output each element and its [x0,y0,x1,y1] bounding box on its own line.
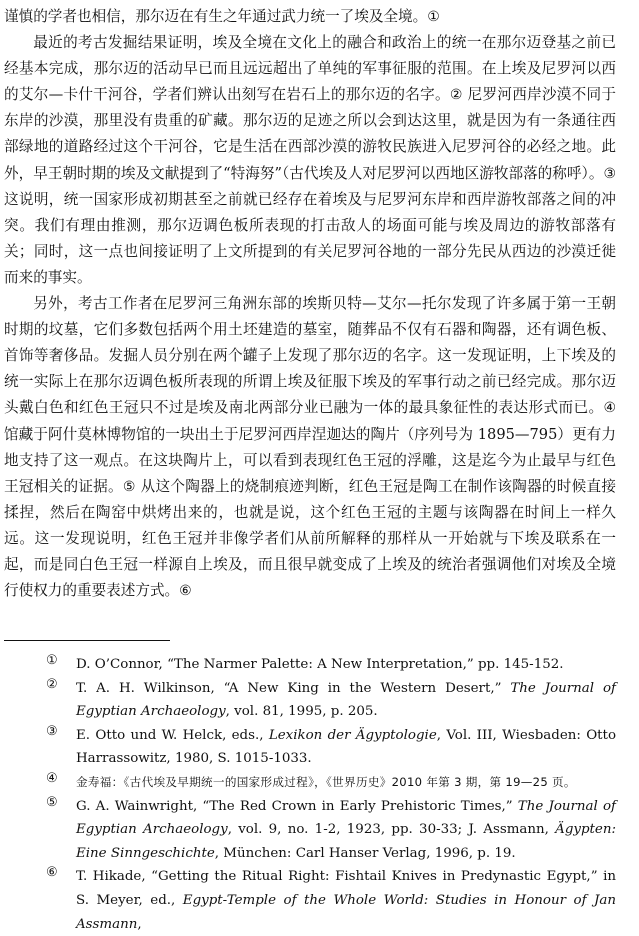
footnote-text-segment: , vol. 81, 1995, p. 205. [225,704,378,720]
footnote-separator [4,640,170,641]
footnote-text-segment: E. Otto und W. Helck, eds., [76,727,269,743]
footnote-title-italic: Egypt-Temple of the Whole World: Studies in Honour of Jan Assmann [76,892,617,932]
footnote-title-italic: Lexikon der Ägyptologie [268,727,437,743]
footnote-number: ③ [46,723,58,739]
body-paragraph [4,291,616,604]
footnote-text [76,724,616,771]
footnote-text-segment: D. O’Connor, “The Narmer Palette: A New Interpretation,” pp. 145-152. [76,657,564,672]
footnote-text-segment: 金寿福：《古代埃及早期统一的国家形成过程》，《世界历史》2010 年第 3 期，第 19—25 页。 [76,774,576,789]
footnote-number: ④ [46,770,58,786]
footnote-number: ② [46,676,58,692]
footnote-text-segment: , [137,916,142,932]
body-paragraph [4,30,616,291]
footnote-ref[interactable]: ④ [603,400,616,417]
footnote-number: ① [46,653,58,668]
footnote-text-segment: T. Hikade, “Getting the Ritual Right: Fishtail Knives in Predynastic Egypt,” in S. Meyer, ed., [76,869,616,908]
footnote [46,653,616,677]
footnote [46,794,616,866]
footnote-ref[interactable]: ⑥ [179,583,192,600]
footnote-text-segment: , München: Carl Hanser Verlag, 1996, p. 19. [214,845,516,861]
footnote-text-segment: G. A. Wainwright, “The Red Crown in Early Prehistoric Times,” [76,798,518,814]
footnote-text [76,677,616,724]
footnote-number: ⑤ [46,794,58,810]
footnote-ref[interactable]: ⑤ [122,478,136,495]
footnote-title-italic: Ägypten: Eine Sinngeschichte [76,822,616,861]
paragraph-text: 最近的考古发掘结果证明，埃及全境在文化上的融合和政治上的统一在那尔迈登基之前已经基本完成，那尔迈的活动早已而且远远超出了单纯的军事征服的范围。在上埃及尼罗河以西的艾尔—卡什干河谷，学者们辨认出刻写在岩石上的那尔迈的名字。 [4,34,616,104]
footnote-text-segment: T. A. H. Wilkinson, “A New King in the Western Desert,” [76,680,511,696]
footnote-text-segment: , Vol. III, Wiesbaden: Otto Harrassowitz, 1980, S. 1015-1033. [76,727,617,767]
footnote [46,865,617,936]
footnote-ref[interactable]: ① [427,9,440,25]
paragraph-text: 这说明，统一国家形成初期甚至之前就已经存在着埃及与尼罗河东岸和西岸游牧部落之间的冲突。我们有理由推测，那尔迈调色板所表现的打击敌人的场面可能与埃及周边的游牧部落有关；同时，这一点也间接证明了上文所提到的有关尼罗河谷地的一部分先民从西边的沙漠迁徙而来的事实。 [4,190,616,286]
body-paragraph [4,4,616,30]
footnote-text [76,771,616,795]
footnote-text [76,653,616,677]
footnote-ref[interactable]: ③ [603,165,616,182]
paragraph-text: 另外，考古工作者在尼罗河三角洲东部的埃斯贝特—艾尔—托尔发现了许多属于第一王朝时期的坟墓，它们多数包括两个用土坯建造的墓室，随葬品不仅有石器和陶器，还有调色板、首饰等奢侈品。发掘人员分别在两个罐子上发现了那尔迈的名字。这一发现证明，上下埃及的统一实际上在那尔迈调色板所表现的所谓上埃及征服下埃及的军事行动之前已经完成。那尔迈头戴白色和红色王冠只不过是埃及南北两部分业已融为一体的最具象征性的表达形式而已。 [4,295,616,417]
main-text [4,4,616,604]
footnote-text [76,865,616,936]
paragraph-text: 从这个陶器上的烧制痕迹判断，红色王冠是陶工在制作该陶器的时候直接揉捏，然后在陶窑中烘烤出来的，也就是说，这个红色王冠的主题与该陶器在时间上一样久远。这一发现说明，红色王冠并非像学者们从前所解释的那样从一开始就与下埃及联系在一起，而是同白色王冠一样源自上埃及，而且很早就变成了上埃及的统治者强调他们对埃及全境行使权力的重要表述方式。 [4,477,616,600]
footnote [46,723,617,771]
paragraph-text: 尼罗河西岸沙漠不同于东岸的沙漠，那里没有贵重的矿藏。那尔迈的足迹之所以会到达这里，就是因为有一条通往西部绿地的道路经过这个干河谷，它是生活在西部沙漠的游牧民族进入尼罗河谷的必经之地。此外，早王朝时期的埃及文献提到了“特海努”（古代埃及人对尼罗河以西地区游牧部落的称呼）。 [4,86,616,182]
footnote [46,770,616,795]
footnotes [4,653,616,936]
footnote-title-italic: The Journal of Egyptian Archaeology [76,680,617,720]
footnote-title-italic: The Journal of Egyptian Archaeology [76,798,616,838]
footnote [46,676,617,724]
footnote-ref[interactable]: ② [449,87,463,104]
paragraph-text: 谨慎的学者也相信，那尔迈在有生之年通过武力统一了埃及全境。 [4,8,428,25]
paragraph-text: 馆藏于阿什莫林博物馆的一块出土于尼罗河西岸涅迦达的陶片（序列号为 1895—795）更有力地支持了这一观点。在这块陶片上，可以看到表现红色王冠的浮雕，这是迄今为止最早与红色王冠相关的证据。 [4,425,616,495]
footnote-text [76,795,616,866]
footnote-number: ⑥ [46,865,58,881]
footnote-text-segment: , vol. 9, no. 1-2, 1923, pp. 30-33; J. Assmann, [227,822,556,838]
